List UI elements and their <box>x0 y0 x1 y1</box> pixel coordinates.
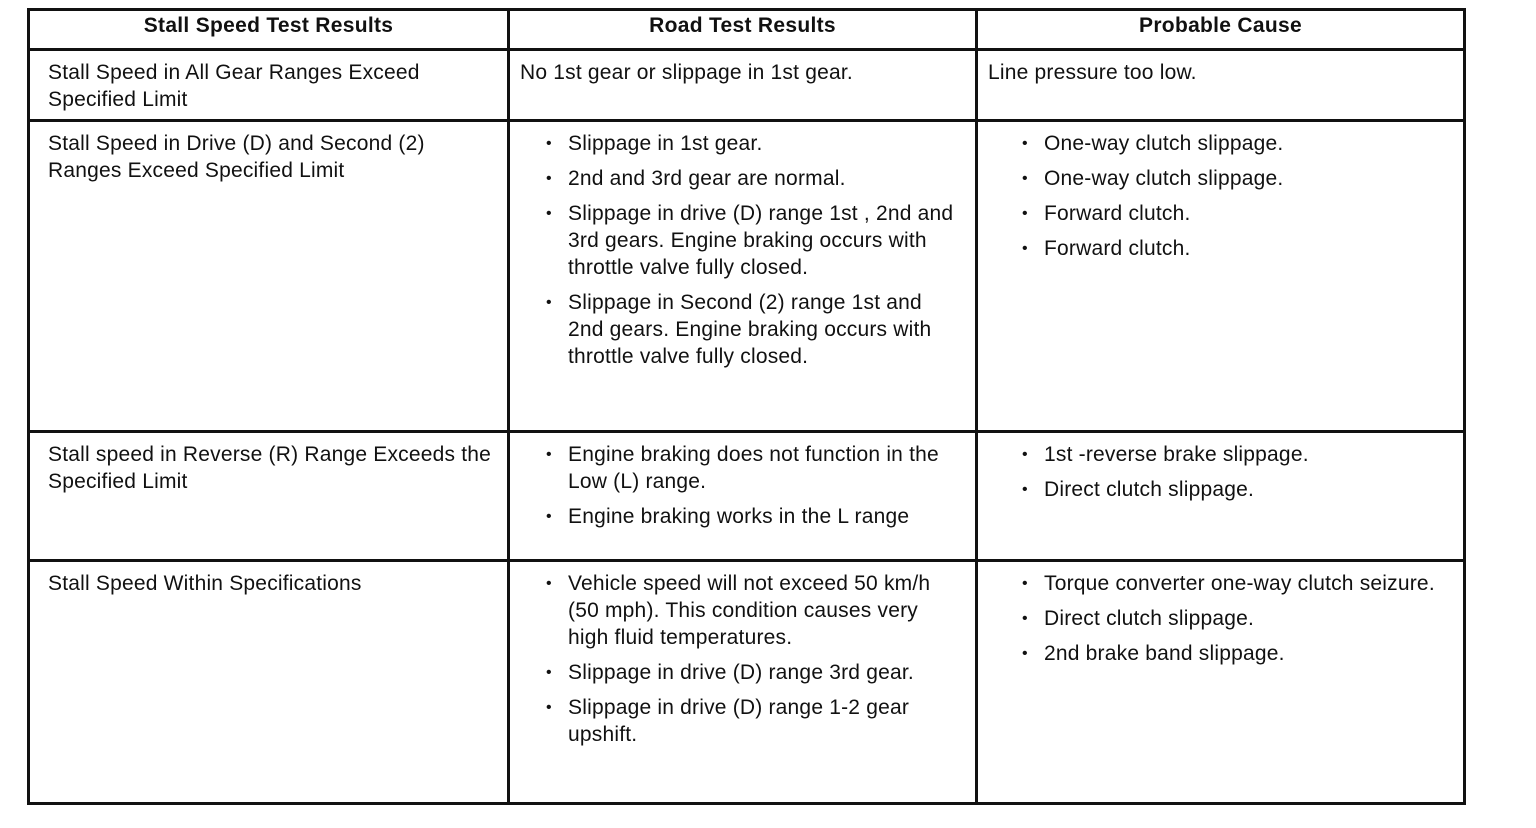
list-item: • Slippage in Second (2) range 1st and 2nd gears. Engine braking occurs with throttle valve fully closed. <box>520 289 961 370</box>
list-item: • Forward clutch. <box>988 200 1449 227</box>
list-item: • 1st -reverse brake slippage. <box>988 441 1449 468</box>
probable-cause-cell <box>977 121 1465 432</box>
list-item: • Torque converter one-way clutch seizure. <box>988 570 1449 597</box>
stall-result-cell: Stall speed in Reverse (R) Range Exceeds the Specified Limit <box>29 432 509 561</box>
road-result-cell <box>509 121 977 432</box>
list-item: • One-way clutch slippage. <box>988 130 1449 157</box>
road-result-cell: No 1st gear or slippage in 1st gear. <box>509 50 977 121</box>
list-item: • 2nd brake band slippage. <box>988 640 1449 667</box>
list-item: • Vehicle speed will not exceed 50 km/h (50 mph). This condition causes very high fluid temperatures. <box>520 570 961 651</box>
probable-cause-list <box>988 130 1449 262</box>
list-item: • Slippage in drive (D) range 1-2 gear upshift. <box>520 694 961 748</box>
probable-cause-cell: Line pressure too low. <box>977 50 1465 121</box>
list-item: • Engine braking does not function in the Low (L) range. <box>520 441 961 495</box>
list-item: • One-way clutch slippage. <box>988 165 1449 192</box>
road-result-list <box>520 130 961 370</box>
list-item: • Slippage in 1st gear. <box>520 130 961 157</box>
header-stall-speed-test-results: Stall Speed Test Results <box>29 10 509 50</box>
table-row <box>29 121 1465 432</box>
road-result-cell <box>509 561 977 804</box>
header-road-test-results: Road Test Results <box>509 10 977 50</box>
table-row <box>29 432 1465 561</box>
list-item: • Direct clutch slippage. <box>988 476 1449 503</box>
list-item: • Direct clutch slippage. <box>988 605 1449 632</box>
header-row <box>29 10 1465 50</box>
header-probable-cause: Probable Cause <box>977 10 1465 50</box>
table-row <box>29 50 1465 121</box>
probable-cause-list <box>988 570 1449 667</box>
probable-cause-cell <box>977 561 1465 804</box>
stall-result-cell: Stall Speed in Drive (D) and Second (2) Ranges Exceed Specified Limit <box>29 121 509 432</box>
stall-result-cell: Stall Speed in All Gear Ranges Exceed Specified Limit <box>29 50 509 121</box>
road-result-list <box>520 570 961 748</box>
list-item: • Slippage in drive (D) range 3rd gear. <box>520 659 961 686</box>
stall-speed-diagnosis-table <box>27 8 1466 805</box>
list-item: • 2nd and 3rd gear are normal. <box>520 165 961 192</box>
road-result-list <box>520 441 961 530</box>
list-item: • Forward clutch. <box>988 235 1449 262</box>
list-item: • Slippage in drive (D) range 1st , 2nd and 3rd gears. Engine braking occurs with throttle valve fully closed. <box>520 200 961 281</box>
diagnosis-table-container <box>27 8 1463 805</box>
table-row <box>29 561 1465 804</box>
list-item: • Engine braking works in the L range <box>520 503 961 530</box>
road-result-cell <box>509 432 977 561</box>
probable-cause-list <box>988 441 1449 503</box>
stall-result-cell: Stall Speed Within Specifications <box>29 561 509 804</box>
probable-cause-cell <box>977 432 1465 561</box>
